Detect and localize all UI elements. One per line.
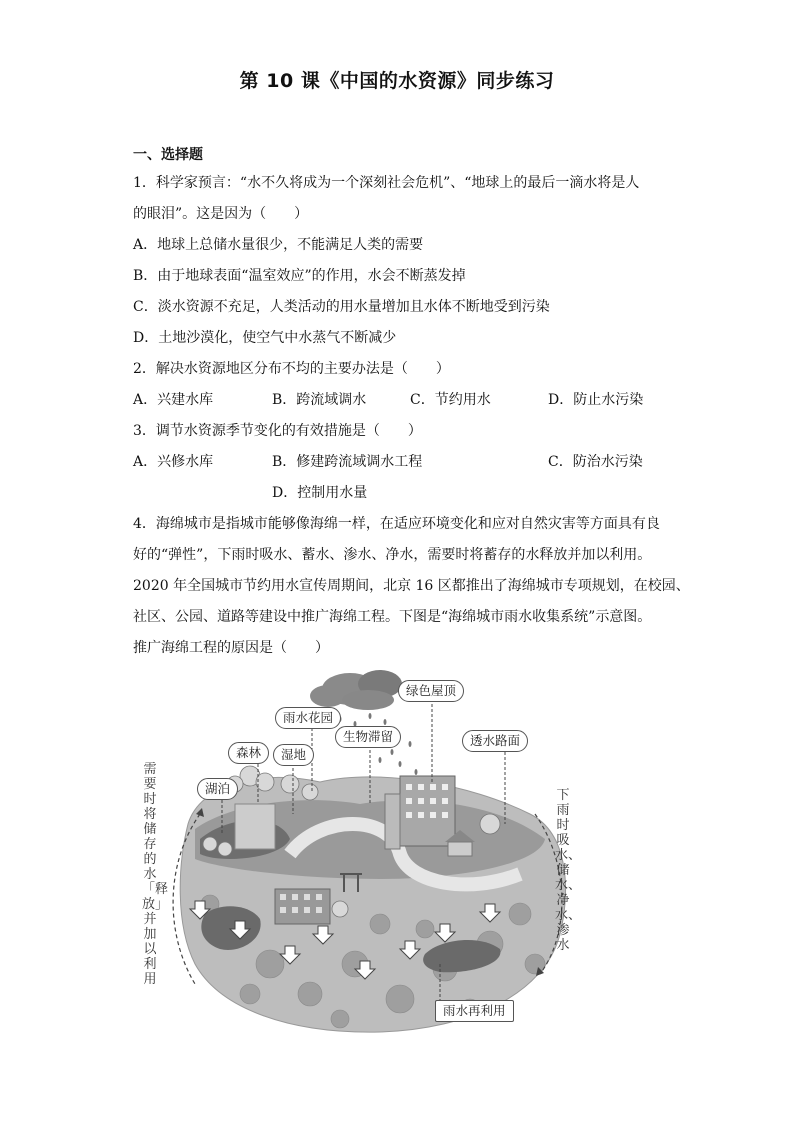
label-lake: 湖泊 — [197, 778, 238, 800]
label-rain-garden: 雨水花园 — [275, 707, 341, 729]
section-heading: 一、选择题 — [133, 147, 203, 163]
q4-stem-line4: 社区、公园、道路等建设中推广海绵工程。下图是“海绵城市雨水收集系统”示意图。 — [133, 609, 652, 625]
q1-option-c: C．淡水资源不充足，人类活动的用水量增加且水体不断地受到污染 — [133, 299, 550, 315]
label-bio-retention: 生物滞留 — [335, 726, 401, 748]
q3-option-d: D．控制用水量 — [272, 485, 368, 501]
q1-option-a: A．地球上总储水量很少，不能满足人类的需要 — [133, 237, 424, 253]
right-vertical-caption: 下雨时吸水、储水、净水、渗水 — [555, 788, 582, 953]
label-permeable-road: 透水路面 — [462, 730, 528, 752]
q1-option-b: B．由于地球表面“温室效应”的作用，水会不断蒸发掉 — [133, 268, 466, 284]
q4-stem-line3: 2020 年全国城市节约用水宣传周期间，北京 16 区都推出了海绵城市专项规划，在校园、 — [133, 578, 690, 594]
q2-option-c: C．节约用水 — [410, 392, 491, 408]
q2-option-d: D．防止水污染 — [548, 392, 644, 408]
label-wetland: 湿地 — [273, 744, 314, 766]
q3-option-a: A．兴修水库 — [133, 454, 214, 470]
label-green-roof: 绿色屋顶 — [398, 680, 464, 702]
q1-stem-line1: 1．科学家预言：“水不久将成为一个深刻社会危机”、“地球上的最后一滴水将是人 — [133, 175, 640, 191]
q2-option-a: A．兴建水库 — [133, 392, 214, 408]
left-vertical-caption: 需要时将储存的水「释放」并加以利用 — [142, 762, 169, 987]
q4-stem-line5: 推广海绵工程的原因是（ ） — [133, 640, 329, 656]
q3-option-b: B．修建跨流域调水工程 — [272, 454, 423, 470]
q1-option-d: D．土地沙漠化，使空气中水蒸气不断减少 — [133, 330, 397, 346]
q3-option-c: C．防治水污染 — [548, 454, 643, 470]
q2-stem: 2．解决水资源地区分布不均的主要办法是（ ） — [133, 361, 450, 377]
sponge-city-diagram — [140, 664, 590, 1036]
label-forest: 森林 — [228, 742, 269, 764]
label-rain-reuse: 雨水再利用 — [435, 1000, 514, 1022]
q3-stem: 3．调节水资源季节变化的有效措施是（ ） — [133, 423, 422, 439]
q4-stem-line2: 好的“弹性”，下雨时吸水、蓄水、渗水、净水，需要时将蓄存的水释放并加以利用。 — [133, 547, 652, 563]
q2-option-b: B．跨流域调水 — [272, 392, 367, 408]
sponge-city-illustration — [140, 664, 590, 1036]
q1-stem-line2: 的眼泪”。这是因为（ ） — [133, 206, 309, 222]
q4-stem-line1: 4．海绵城市是指城市能够像海绵一样，在适应环境变化和应对自然灾害等方面具有良 — [133, 516, 660, 532]
page-title: 第 10 课《中国的水资源》同步练习 — [239, 70, 555, 92]
